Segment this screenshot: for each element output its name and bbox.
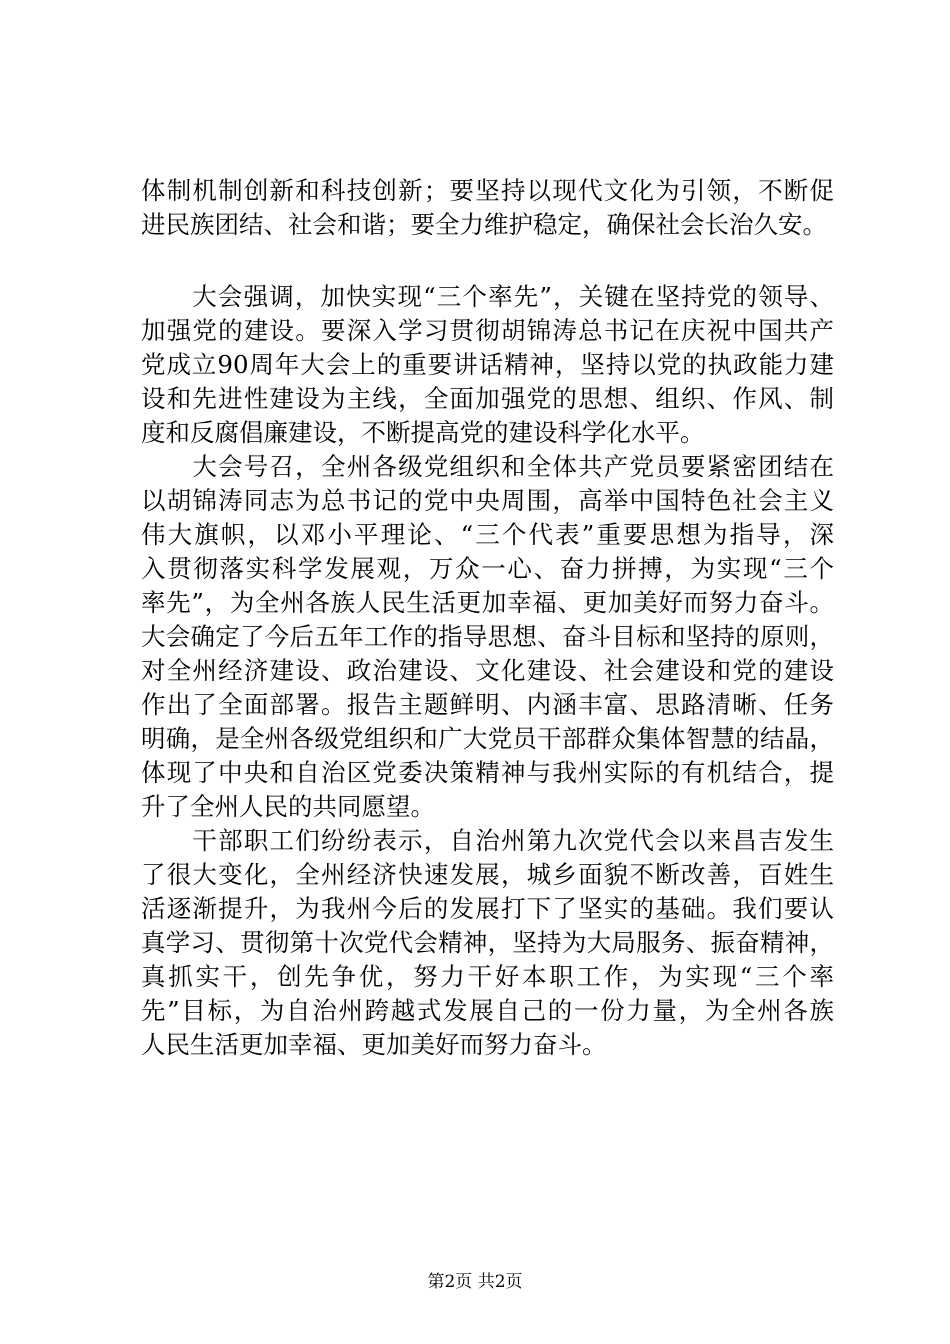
paragraph-2: [141, 280, 834, 450]
text-line: 率先”，为全州各族人民生活更加幸福、更加美好而努力奋斗。: [141, 588, 834, 617]
text-line: 入贯彻落实科学发展观，万众一心、奋力拼搏，为实现“三个: [141, 554, 834, 583]
text-line: 加强党的建设。要深入学习贯彻胡锦涛总书记在庆祝中国共产: [141, 316, 834, 345]
text-line: 伟大旗帜，以邓小平理论、“三个代表”重要思想为指导，深: [141, 520, 834, 549]
text-line: 先”目标，为自治州跨越式发展自己的一份力量，为全州各族: [141, 996, 834, 1025]
text-line: 以胡锦涛同志为总书记的党中央周围，高举中国特色社会主义: [141, 486, 834, 515]
text-line: 升了全州人民的共同愿望。: [141, 792, 435, 821]
text-line: 党成立90周年大会上的重要讲话精神，坚持以党的执政能力建: [141, 350, 834, 379]
text-line: 作出了全面部署。报告主题鲜明、内涵丰富、思路清晰、任务: [141, 690, 834, 719]
page-number-footer: 第2页 共2页: [427, 1272, 523, 1292]
text-line: 体制机制创新和科技创新；要坚持以现代文化为引领，不断促: [141, 176, 834, 205]
text-line: 人民生活更加幸福、更加美好而努力奋斗。: [141, 1030, 607, 1059]
text-line: 体现了中央和自治区党委决策精神与我州实际的有机结合，提: [141, 758, 834, 787]
text-line: 了很大变化，全州经济快速发展，城乡面貌不断改善，百姓生: [141, 860, 834, 889]
text-line: 对全州经济建设、政治建设、文化建设、社会建设和党的建设: [141, 656, 834, 685]
text-line: 活逐渐提升，为我州今后的发展打下了坚实的基础。我们要认: [141, 894, 834, 923]
text-line: 度和反腐倡廉建设，不断提高党的建设科学化水平。: [141, 418, 705, 447]
paragraph-3: [141, 450, 834, 824]
paragraph-1: [141, 174, 834, 242]
text-line: 大会号召，全州各级党组织和全体共产党员要紧密团结在: [141, 452, 834, 481]
text-line: 大会确定了今后五年工作的指导思想、奋斗目标和坚持的原则，: [141, 622, 834, 651]
text-line: 真抓实干，创先争优，努力干好本职工作，为实现“三个率: [141, 962, 834, 991]
text-line: 设和先进性建设为主线，全面加强党的思想、组织、作风、制: [141, 384, 834, 413]
paragraph-gap: [141, 242, 834, 280]
text-line: 干部职工们纷纷表示，自治州第九次党代会以来昌吉发生: [141, 826, 834, 855]
document-body: [141, 174, 834, 1062]
text-line: 真学习、贯彻第十次党代会精神，坚持为大局服务、振奋精神，: [141, 928, 834, 957]
text-line: 明确，是全州各级党组织和广大党员干部群众集体智慧的结晶，: [141, 724, 834, 753]
text-line: 大会强调，加快实现“三个率先”，关键在坚持党的领导、: [141, 282, 834, 311]
text-line: 进民族团结、社会和谐；要全力维护稳定，确保社会长治久安。: [141, 210, 827, 239]
paragraph-4: [141, 824, 834, 1062]
